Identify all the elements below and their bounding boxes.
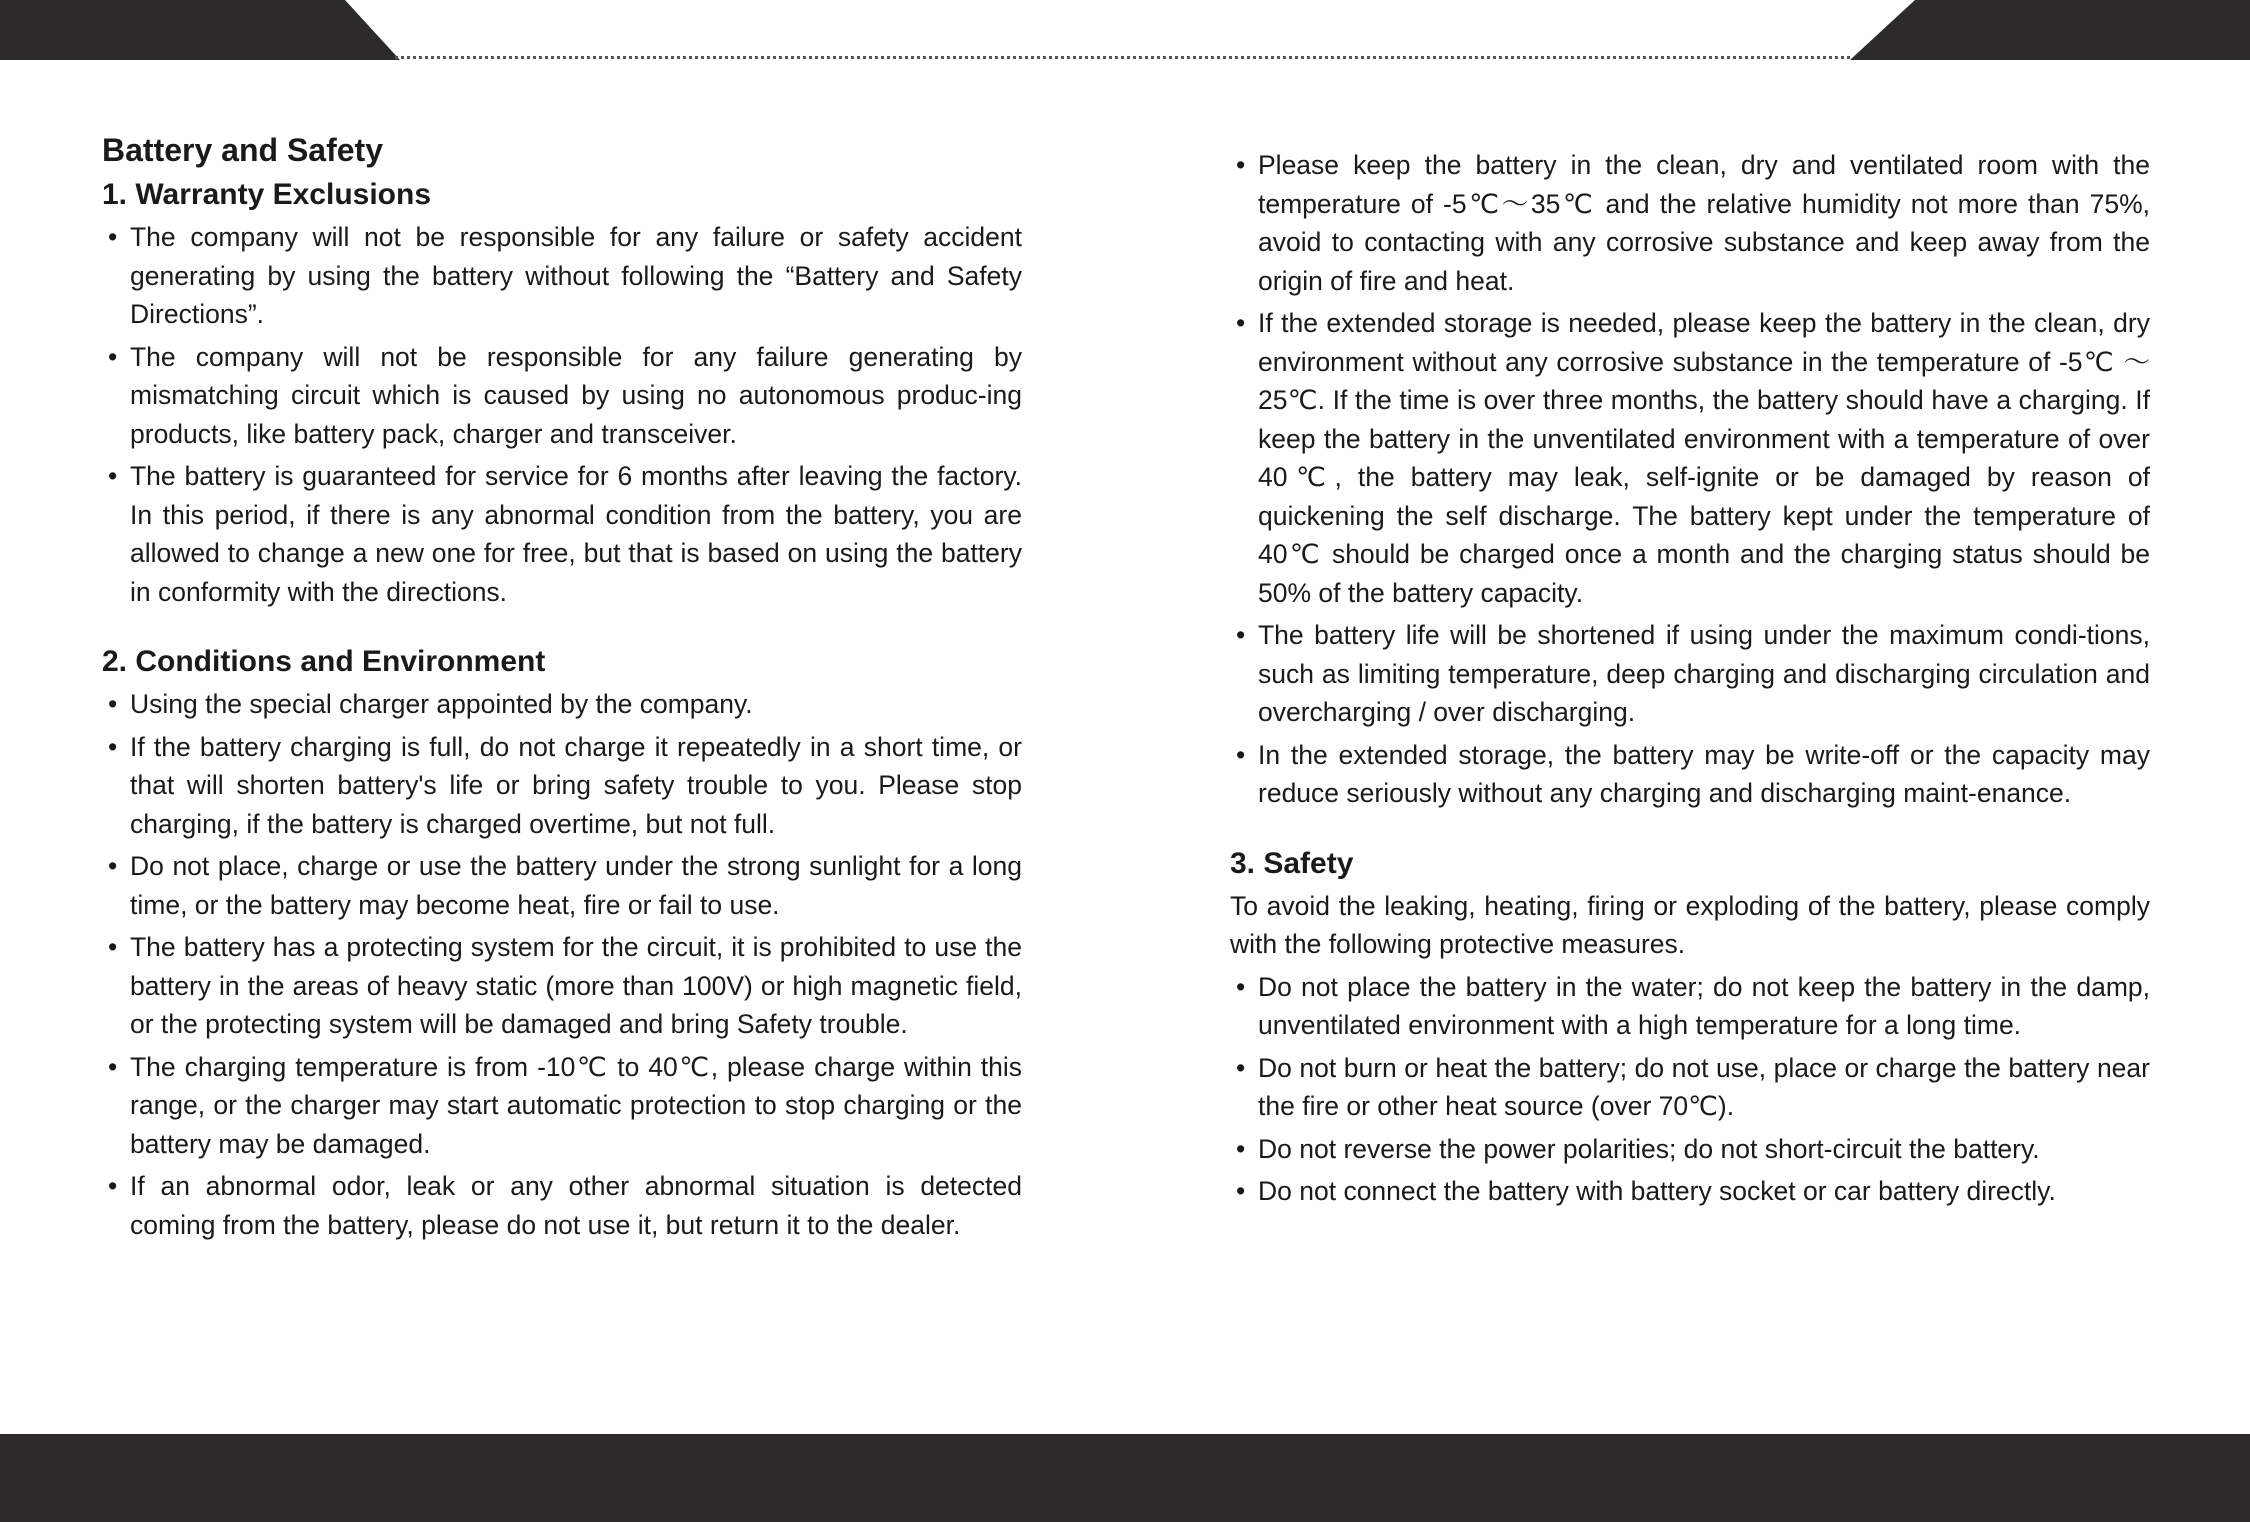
list-item: • If the extended storage is needed, please keep the battery in the clean, dry environment without any corrosive substance in the temperature of -5℃ ～ 25℃. If the time is over three months, the battery should have a charging. If keep the battery in the unventilated environment with a temperature of over 40℃, the battery may leak, self-ignite or be damaged by reason of quickening the self discharge. The battery kept under the temperature of 40℃ should be charged once a month and the charging status should be 50% of the battery capacity.: [1230, 304, 2150, 612]
top-banner-left: [0, 0, 400, 60]
page-title: Battery and Safety: [102, 132, 383, 168]
safety-intro: To avoid the leaking, heating, firing or exploding of the battery, please comply with the following protective measures.: [1230, 890, 2150, 959]
right-page-column: [1230, 146, 2150, 1215]
list-item: • Do not burn or heat the battery; do not use, place or charge the battery near the fire or other heat source (over 70℃).: [1230, 1049, 2150, 1126]
list-item: • The battery is guaranteed for service for 6 months after leaving the factory. In this period, if there is any abnormal condition from the battery, you are allowed to change a new one for free, but that is based on using the battery in conformity with the directions.: [102, 457, 1022, 611]
section-heading-conditions: 2. Conditions and Environment: [102, 645, 546, 678]
list-item: • In the extended storage, the battery may be write-off or the capacity may reduce seriously without any charging and discharging maint-enance.: [1230, 736, 2150, 813]
top-dotted-rule: [395, 56, 1850, 59]
conditions-list-continued: [1230, 146, 2150, 813]
list-item: • Please keep the battery in the clean, dry and ventilated room with the temperature of -5℃～35℃ and the relative humidity not more than 75%, avoid to contacting with any corrosive substance and keep away from the origin of fire and heat.: [1230, 146, 2150, 300]
list-item: • The battery life will be shortened if using under the maximum condi-tions, such as limiting temperature, deep charging and discharging circulation and overcharging / over discharging.: [1230, 616, 2150, 732]
list-item: • The battery has a protecting system for the circuit, it is prohibited to use the battery in the areas of heavy static (more than 100V) or high magnetic field, or the protecting system will be damaged and bring Safety trouble.: [102, 928, 1022, 1044]
list-item: • The charging temperature is from -10℃ to 40℃, please charge within this range, or the charger may start automatic protection to stop charging or the battery may be damaged.: [102, 1048, 1022, 1164]
list-item: • Do not connect the battery with battery socket or car battery directly.: [1230, 1172, 2150, 1211]
list-item: • Do not reverse the power polarities; do not short-circuit the battery.: [1230, 1130, 2150, 1169]
top-banner-right: [1850, 0, 2250, 60]
warranty-list: [102, 218, 1022, 611]
list-item: • If an abnormal odor, leak or any other abnormal situation is detected coming from the battery, please do not use it, but return it to the dealer.: [102, 1167, 1022, 1244]
list-item: • The company will not be responsible for any failure or safety accident generating by using the battery without following the “Battery and Safety Directions”.: [102, 218, 1022, 334]
left-page-column: [102, 128, 1022, 1248]
bottom-banner: [0, 1434, 2250, 1522]
conditions-list: [102, 685, 1022, 1244]
safety-list: [1230, 968, 2150, 1211]
list-item: • Do not place, charge or use the battery under the strong sunlight for a long time, or the battery may become heat, fire or fail to use.: [102, 847, 1022, 924]
list-item: • Do not place the battery in the water; do not keep the battery in the damp, unventilated environment with a high temperature for a long time.: [1230, 968, 2150, 1045]
section-heading-safety: 3. Safety: [1230, 846, 1354, 880]
list-item: • Using the special charger appointed by the company.: [102, 685, 1022, 724]
list-item: • If the battery charging is full, do not charge it repeatedly in a short time, or that will shorten battery's life or bring safety trouble to you. Please stop charging, if the battery is charged overtime, but not full.: [102, 728, 1022, 844]
section-heading-warranty: 1. Warranty Exclusions: [102, 178, 432, 211]
list-item: • The company will not be responsible for any failure generating by mismatching circuit which is caused by using no autonomous produc-ing products, like battery pack, charger and transceiver.: [102, 338, 1022, 454]
